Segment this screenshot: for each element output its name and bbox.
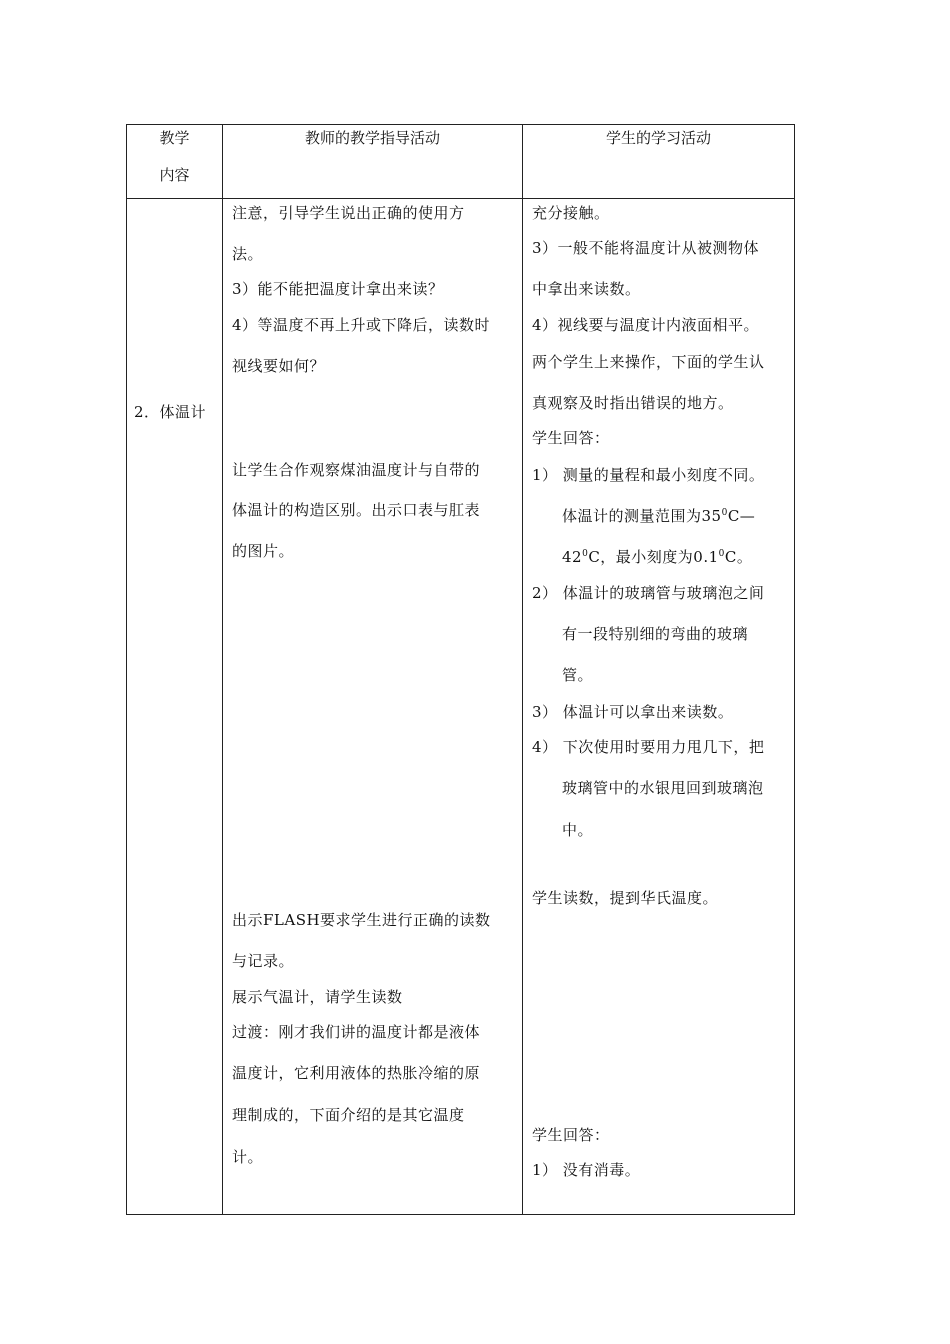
table-border-bottom [126, 1214, 795, 1215]
student-line: 学生回答： [532, 1126, 610, 1144]
teacher-line: 展示气温计，请学生读数 [232, 988, 403, 1006]
student-line: 中。 [562, 821, 594, 839]
teacher-line: 体温计的构造区别。出示口表与肛表 [232, 501, 481, 519]
student-line: 2） 体温计的玻璃管与玻璃泡之间 [532, 584, 765, 602]
header-content-line1: 教学 [159, 129, 190, 147]
student-line: 学生回答： [532, 429, 610, 447]
teacher-line: 法。 [232, 245, 264, 263]
student-line-scale: $42^0C$，最小刻度为$0.1^0C$。 [562, 548, 753, 566]
header-student-activity: 学生的学习活动 [605, 129, 711, 147]
student-line: 学生读数，提到华氏温度。 [532, 889, 719, 907]
student-line: 3）一般不能将温度计从被测物体 [532, 239, 760, 257]
student-line: 4）视线要与温度计内液面相平。 [532, 316, 760, 334]
table-border-top [126, 124, 795, 125]
table-header-divider [126, 198, 795, 199]
table-border-right [794, 124, 795, 1215]
student-line: 1） 没有消毒。 [532, 1161, 641, 1179]
teacher-line: 注意，引导学生说出正确的使用方 [232, 204, 465, 222]
student-line: 中拿出来读数。 [532, 280, 641, 298]
teacher-line: 让学生合作观察煤油温度计与自带的 [232, 461, 481, 479]
student-line: 真观察及时指出错误的地方。 [532, 394, 734, 412]
student-line: 有一段特别细的弯曲的玻璃 [562, 625, 749, 643]
header-teacher-activity: 教师的教学指导活动 [304, 129, 440, 147]
teacher-line: 4）等温度不再上升或下降后，读数时 [232, 316, 491, 334]
student-line-range: 体温计的测量范围为$35^0C—$ [562, 507, 756, 525]
teacher-line: 3）能不能把温度计拿出来读？ [232, 280, 444, 298]
teacher-line: 视线要如何？ [232, 357, 326, 375]
student-line: 1） 测量的量程和最小刻度不同。 [532, 466, 765, 484]
table-column-divider-1 [222, 124, 223, 1215]
teacher-line: 温度计，它利用液体的热胀冷缩的原 [232, 1064, 481, 1082]
teacher-line: 与记录。 [232, 952, 295, 970]
student-line: 玻璃管中的水银甩回到玻璃泡 [562, 779, 764, 797]
student-line: 4） 下次使用时要用力甩几下，把 [532, 738, 765, 756]
header-content-line2: 内容 [159, 166, 190, 184]
section-label: 2．体温计 [134, 403, 207, 421]
teacher-line: 出示FLASH要求学生进行正确的读数 [232, 911, 491, 929]
table-column-divider-2 [522, 124, 523, 1215]
table-border-left [126, 124, 127, 1215]
teacher-line: 过渡：刚才我们讲的温度计都是液体 [232, 1023, 481, 1041]
student-line: 管。 [562, 666, 594, 684]
student-line: 充分接触。 [532, 204, 610, 222]
student-line: 3） 体温计可以拿出来读数。 [532, 703, 734, 721]
student-line: 两个学生上来操作，下面的学生认 [532, 353, 765, 371]
teacher-line: 计。 [232, 1148, 264, 1166]
teacher-line: 理制成的，下面介绍的是其它温度 [232, 1106, 465, 1124]
teacher-line: 的图片。 [232, 542, 295, 560]
